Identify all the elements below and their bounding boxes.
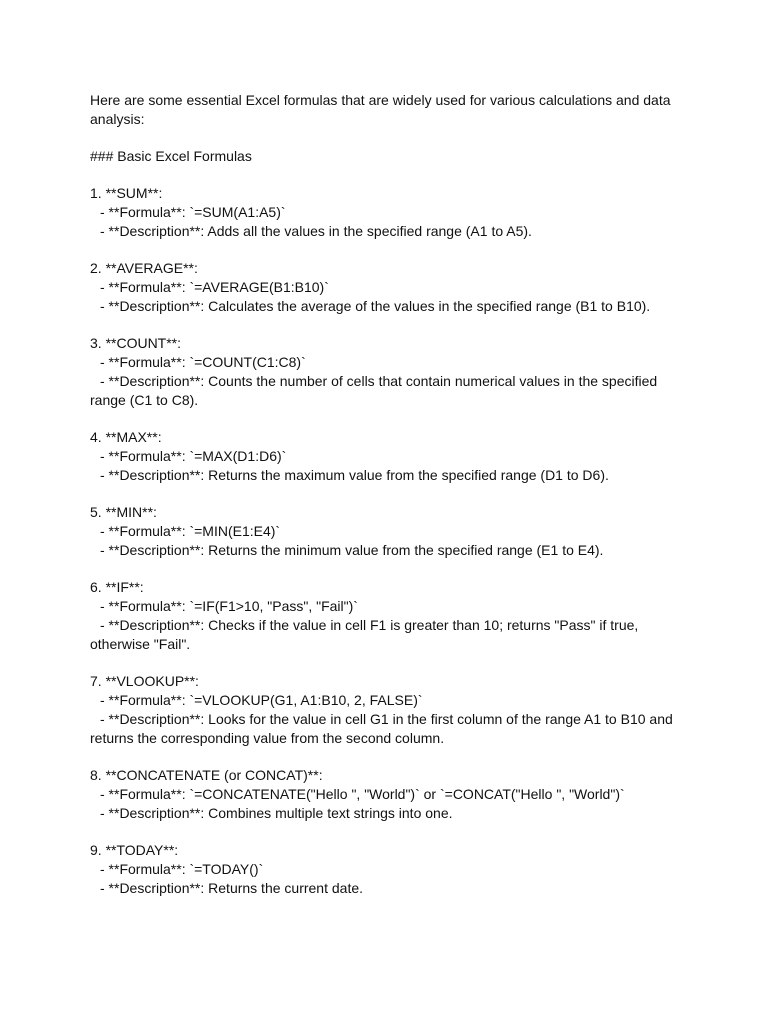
- item-formula: - **Formula**: `=MAX(D1:D6)`: [100, 448, 287, 464]
- item-description: - **Description**: Returns the current date.: [100, 880, 364, 896]
- item-formula: - **Formula**: `=SUM(A1:A5)`: [100, 204, 286, 220]
- item-title: 8. **CONCATENATE (or CONCAT)**:: [90, 767, 323, 783]
- intro-paragraph: Here are some essential Excel formulas that are widely used for various calculations and data analysis:: [90, 92, 671, 127]
- item-description: - **Description**: Adds all the values in the specified range (A1 to A5).: [100, 223, 532, 239]
- item-title: 7. **VLOOKUP**:: [90, 673, 199, 689]
- item-description: - **Description**: Combines multiple text strings into one.: [100, 805, 453, 821]
- document-body: [90, 91, 680, 898]
- item-description: - **Description**: Counts the number of cells that contain numerical values in the specified: [100, 373, 658, 389]
- item-title: 1. **SUM**:: [90, 185, 163, 201]
- item-formula: - **Formula**: `=IF(F1>10, "Pass", "Fail")`: [100, 598, 358, 614]
- item-description-continued: range (C1 to C8).: [90, 392, 199, 408]
- list-item: [90, 184, 680, 241]
- item-description: - **Description**: Returns the minimum value from the specified range (E1 to E4).: [100, 542, 604, 558]
- item-formula: - **Formula**: `=COUNT(C1:C8)`: [100, 354, 306, 370]
- item-title: 2. **AVERAGE**:: [90, 260, 198, 276]
- item-title: 4. **MAX**:: [90, 429, 162, 445]
- section-heading: ### Basic Excel Formulas: [90, 148, 252, 164]
- list-item: [90, 428, 680, 485]
- item-description-continued: returns the corresponding value from the second column.: [90, 730, 445, 746]
- item-description: - **Description**: Calculates the average of the values in the specified range (B1 to B10).: [100, 298, 651, 314]
- list-item: [90, 334, 680, 410]
- item-description: - **Description**: Looks for the value in cell G1 in the first column of the range A1 to B10 and: [100, 711, 673, 727]
- list-item: [90, 578, 680, 654]
- list-item: [90, 841, 680, 898]
- item-formula: - **Formula**: `=VLOOKUP(G1, A1:B10, 2, FALSE)`: [100, 692, 423, 708]
- item-formula: - **Formula**: `=CONCATENATE("Hello ", "World")` or `=CONCAT("Hello ", "World")`: [100, 786, 625, 802]
- item-description: - **Description**: Returns the maximum value from the specified range (D1 to D6).: [100, 467, 609, 483]
- item-description: - **Description**: Checks if the value in cell F1 is greater than 10; returns "Pass" if true,: [100, 617, 639, 633]
- item-title: 5. **MIN**:: [90, 504, 157, 520]
- item-formula: - **Formula**: `=AVERAGE(B1:B10)`: [100, 279, 329, 295]
- item-title: 9. **TODAY**:: [90, 842, 179, 858]
- item-description-continued: otherwise "Fail".: [90, 636, 191, 652]
- list-item: [90, 672, 680, 748]
- item-title: 6. **IF**:: [90, 579, 144, 595]
- list-item: [90, 259, 680, 316]
- item-title: 3. **COUNT**:: [90, 335, 182, 351]
- list-item: [90, 766, 680, 823]
- list-item: [90, 503, 680, 560]
- item-formula: - **Formula**: `=TODAY()`: [100, 861, 264, 877]
- item-formula: - **Formula**: `=MIN(E1:E4)`: [100, 523, 281, 539]
